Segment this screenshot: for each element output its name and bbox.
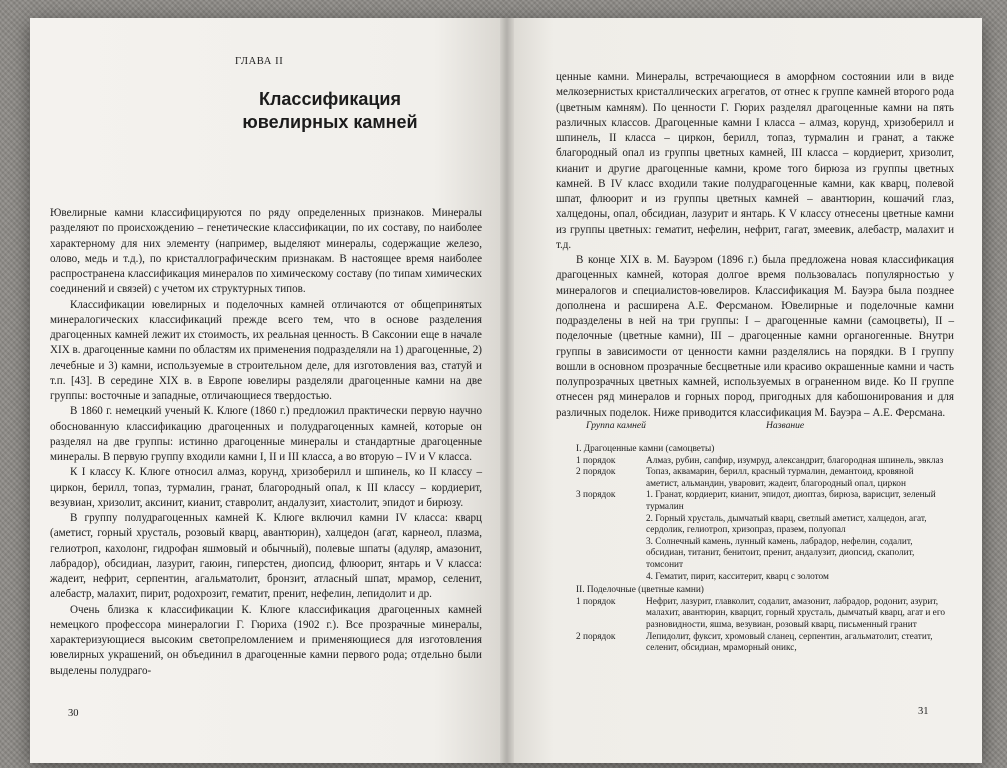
- name-cell: Алмаз, рубин, сапфир, изумруд, александрит, благородная шпинель, эвклаз: [646, 455, 944, 466]
- table-row: [576, 514, 946, 537]
- name-cell: 2. Горный хрусталь, дымчатый кварц, светлый аметист, халцедон, агат, сердолик, гелиотроп, хризопраз, празем, полуопал: [646, 513, 927, 536]
- table-row: [576, 632, 946, 655]
- table-row: [576, 490, 946, 513]
- table-group: [576, 444, 946, 583]
- paragraph: Классификации ювелирных и поделочных камней отличаются от общепринятых минералогических классификаций прежде всего тем, что в основе разделения драгоценных камней лежит их стоимость, их реальная ценность. В Саксонии еще в начале XIX в. драгоценные камни по областям их применения подразделяли на 1) драгоценные, 2) лечебные и 3) камни, используемые в строительном деле, для изготовления ваз, статуй и т.п. [43]. В середине XIX в. в Европе ювелиры разделяли драгоценные камни на две группы: восточные и западные, отличающиеся твердостью.: [50, 298, 482, 402]
- name-cell: 3. Солнечный камень, лунный камень, лабрадор, нефелин, содалит, обсидиан, титанит, бенитоит, пренит, андалузит, диопсид, скаполит, томсонит: [646, 536, 915, 570]
- title-line: ювелирных камней: [242, 112, 418, 132]
- table-row: [576, 467, 946, 490]
- table-row: [576, 597, 946, 632]
- name-cell: Нефрит, лазурит, главколит, содалит, амазонит, лабрадор, родонит, азурит, малахит, авантюрин, кварцит, горный хрусталь, дымчатый кварц, агат и его разновидности, яшма, везувиан, розовый кварц, письменный гранит: [646, 596, 946, 630]
- paragraph: В 1860 г. немецкий ученый К. Клюге (1860 г.) предложил практически первую научно обоснованную классификацию драгоценных и полудрагоценных камней, которые он разделял на две группы: истинно драгоценные минералы и стандартные драгоценные минералы. В первую группу входили камни I, II и III класса, а во вторую – IV и V класса.: [50, 405, 482, 463]
- order-cell: [576, 514, 646, 537]
- name-cell: 4. Гематит, пирит, касситерит, кварц с золотом: [646, 571, 829, 582]
- title-line: Классификация: [259, 89, 401, 109]
- left-page: [30, 18, 506, 763]
- classification-table: [576, 420, 946, 655]
- paragraph: Очень близка к классификации К. Клюге классификация драгоценных камней немецкого профессора минералогии Г. Гюриха (1902 г.). Все прозрачные минералы, характеризующиеся высоким светопреломлением и применяющиеся для изготовления ювелирных украшений, он объединил в драгоценные камни первого рода; отдельно были выделены полудраго-: [50, 603, 482, 677]
- name-cell: 1. Гранат, кордиерит, кианит, эпидот, диоптаз, бирюза, варисцит, зеленый турмалин: [646, 490, 936, 512]
- paragraph: ценные камни. Минералы, встречающиеся в аморфном состоянии или в виде мелкозернистых кристаллических агрегатов, от отнес к группе камней второго рода (цветным камням). По ценности Г. Гюрих разделял драгоценные камни на пять различных классов. Драгоценные камни I класса – алмаз, корунд, хризоберилл и шпинель, II класса – циркон, берилл, топаз, турмалин и гранат, а также благородный опал из группы цветных камней, III класса – кордиерит, хризолит, кианит и другие драгоценные камни, кроме того бирюза из группы цветных камней. В IV класс входили такие полудрагоценные камни, как кварц, полевой шпат, флюорит и из группы цветных камней – авантюрин, кошачий глаз, халцедоны, опал, обсидиан, лазурит и янтарь. К V классу отнесены цветные камни из группы цветных: гематит, нефелин, нефрит, гагат, змеевик, алебастр, малахит и т.д.: [556, 71, 954, 251]
- paragraph: В конце XIX в. М. Бауэром (1896 г.) была предложена новая классификация драгоценных камней, которая долгое время пользовалась популярностью у минералогов и специалистов-ювелиров. Классификация М. Бауэра была позднее дополнена и расширена А.Е. Ферсманом. Ювелирные и поделочные камни подразделены в ней на три группы: I – драгоценные камни (самоцветы), II – поделочные (цветные камни), III – драгоценные камни органогенные. Внутри группы в зависимости от ценности камни разделялись на порядки. В I группу вошли в основном прозрачные бесцветные или красиво окрашенные камни и часть полупрозрачных цветных камней, используемых в ограненном виде. Ко II группе отнесен ряд минералов и горных пород, пригодных для кабошонирования и для различных поделок. Ниже приводится классификация М. Бауэра – А.Е. Ферсмана.: [556, 254, 954, 419]
- paragraph: В группу полудрагоценных камней К. Клюге включил камни IV класса: кварц (аметист, горный хрусталь, розовый кварц, авантюрин), халцедон (агат, карнеол, плазма, гелиотроп, кахолонг, гидрофан яшмовый и обычный), полевые шпаты (адуляр, амазонит, лабрадор), обсидиан, лазурит, гаюин, гиперстен, диопсид, флюорит, янтарь и V класса: жадеит, нефрит, серпентин, агальматолит, бронзит, атласный шпат, мрамор, селенит, алебастр, малахит, пирит, родохрозит, гематит, пренит, нефелин, лепидолит и др.: [50, 512, 482, 601]
- name-cell: Лепидолит, фуксит, хромовый сланец, серпентин, агальматолит, стеатит, селенит, обсидиан, мраморный оникс,: [646, 631, 933, 654]
- table-header: [576, 420, 946, 442]
- group-title: I. Драгоценные камни (самоцветы): [576, 444, 715, 454]
- book-gutter: [500, 18, 514, 763]
- page-number-left: 30: [68, 708, 79, 719]
- paragraph: К I классу К. Клюге относил алмаз, корунд, хризоберилл и шпинель, ко II классу – циркон, берилл, топаз, турмалин, гранат, благородный опал, к III классу – кордиерит, везувиан, хризолит, аксинит, кианит, ставролит, андалузит, хиастолит, эпидот и бирюзу.: [50, 466, 482, 509]
- order-cell: 1 порядок: [576, 455, 616, 466]
- left-body-text: [50, 206, 482, 679]
- right-body-text: [556, 70, 954, 421]
- order-cell: 1 порядок: [576, 596, 616, 607]
- name-cell: Топаз, аквамарин, берилл, красный турмалин, демантоид, кровяной аметист, альмандин, уваровит, жадеит, благородный опал, циркон: [646, 467, 914, 489]
- group-title: II. Поделочные (цветные камни): [576, 585, 704, 596]
- chapter-title: [210, 88, 450, 134]
- table-row: [576, 456, 946, 468]
- header-group: Группа камней: [586, 420, 646, 431]
- order-cell: [576, 572, 646, 584]
- table-row: [576, 572, 946, 584]
- table-group: [576, 585, 946, 655]
- order-cell: 2 порядок: [576, 631, 616, 642]
- paragraph: Ювелирные камни классифицируются по ряду определенных признаков. Минералы разделяют по происхождению – генетические классификации, по их составу, по наиболее характерному для них элементу (например, выделяют минералы, содержащие железо, олово, медь и т.д.), по кристаллографическим признакам. В настоящее время наиболее распространена классификация минералов по химическому составу (по типам химических соединений и связей) с учетом их структурных типов.: [50, 207, 482, 296]
- order-cell: [576, 537, 646, 572]
- table-row: [576, 537, 946, 572]
- order-cell: 3 порядок: [576, 490, 616, 501]
- order-cell: 2 порядок: [576, 467, 616, 478]
- chapter-heading: ГЛАВА II: [235, 56, 284, 67]
- header-name: Название: [766, 420, 805, 431]
- right-page: [506, 18, 982, 763]
- open-book: [30, 18, 982, 763]
- page-number-right: 31: [918, 706, 929, 717]
